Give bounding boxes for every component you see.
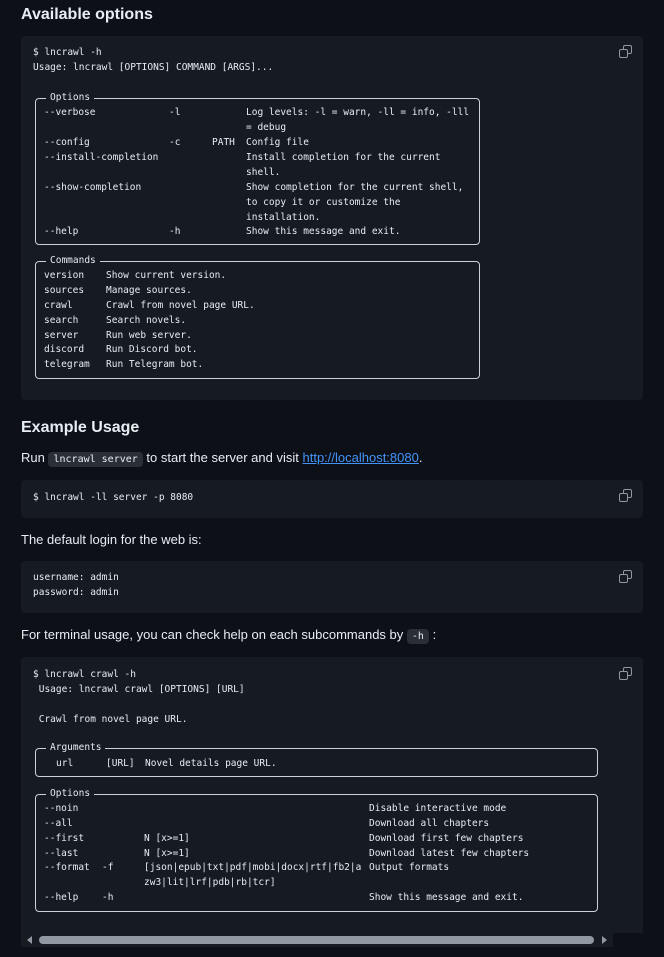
option-flag: --help [44, 226, 79, 237]
option-flag: --all [44, 818, 73, 829]
server-command-line: $ lncrawl -ll server -p 8080 [33, 492, 194, 503]
option-flag: --noin [44, 803, 79, 814]
crawl-description-line: Crawl from novel page URL. [33, 714, 188, 725]
option-short: -l [169, 107, 181, 118]
command-desc: Run Discord bot. [106, 344, 198, 355]
argument-name: url [56, 758, 74, 769]
section-heading-available-options: Available options [21, 6, 153, 23]
scrollbar-thumb[interactable] [39, 936, 594, 944]
option-desc: Install completion for the current shell. [246, 152, 441, 178]
command-desc: Crawl from novel page URL. [106, 300, 255, 311]
option-short: -c [169, 137, 181, 148]
inline-code: lncrawl server [48, 452, 142, 467]
terminal-paragraph [21, 626, 436, 646]
login-username-line: username: admin [33, 572, 119, 583]
chevron-left-icon[interactable] [27, 936, 32, 944]
command-desc: Run Telegram bot. [106, 359, 204, 370]
command-name: crawl [44, 300, 73, 311]
option-desc: Log levels: -l = warn, -ll = info, -lll = debug [246, 107, 470, 133]
option-flag: --first [44, 833, 85, 844]
option-short: -f [102, 862, 114, 873]
command-desc: Show current version. [106, 270, 227, 281]
option-flag: --verbose [44, 107, 96, 118]
localhost-link[interactable]: http://localhost:8080 [302, 450, 419, 465]
help-usage-line: Usage: lncrawl [OPTIONS] COMMAND [ARGS]... [33, 62, 274, 73]
option-desc: Download latest few chapters [369, 848, 530, 859]
option-flag: --show-completion [44, 182, 142, 193]
command-name: search [44, 315, 79, 326]
option-desc: Show this message and exit. [369, 892, 524, 903]
run-text: to start the server and visit [146, 450, 299, 465]
options-box [35, 92, 480, 245]
terminal-text-end: : [432, 627, 437, 642]
option-type: N [x>=1] [144, 833, 190, 844]
option-desc: Download first few chapters [369, 833, 524, 844]
chevron-right-icon[interactable] [602, 936, 607, 944]
login-paragraph: The default login for the web is: [21, 532, 202, 547]
server-code-block [21, 480, 643, 518]
copy-icon[interactable] [619, 489, 633, 503]
crawl-options-box-title: Options [46, 787, 94, 801]
option-desc: Output formats [369, 862, 450, 873]
option-desc: Disable interactive mode [369, 803, 507, 814]
crawl-command-line: $ lncrawl crawl -h [33, 669, 136, 680]
command-desc: Manage sources. [106, 285, 192, 296]
option-desc: Show this message and exit. [246, 226, 401, 237]
run-text-end: . [418, 450, 423, 465]
option-short: -h [169, 226, 181, 237]
help-command-line: $ lncrawl -h [33, 47, 102, 58]
commands-box [35, 255, 480, 379]
option-flag: --format [44, 862, 90, 873]
crawl-code-block [21, 657, 643, 933]
option-desc: Show completion for the current shell, to copy it or customize the installation. [246, 182, 464, 223]
login-password-line: password: admin [33, 587, 119, 598]
command-name: discord [44, 344, 85, 355]
command-name: sources [44, 285, 85, 296]
copy-icon[interactable] [619, 667, 633, 681]
command-name: telegram [44, 359, 90, 370]
option-metavar: PATH [212, 137, 235, 148]
option-type: [json|epub|txt|pdf|mobi|docx|rtf|fb2|a zw3|lit|lrf|pdb|rb|tcr] [144, 862, 362, 888]
crawl-usage-line: Usage: lncrawl crawl [OPTIONS] [URL] [33, 684, 245, 695]
option-short: -h [102, 892, 114, 903]
options-box-title: Options [46, 91, 94, 105]
help-code-block [21, 36, 643, 400]
arguments-box-title: Arguments [46, 741, 105, 755]
run-text: Run [21, 450, 45, 465]
run-paragraph [21, 449, 422, 469]
option-desc: Config file [246, 137, 309, 148]
command-name: server [44, 330, 79, 341]
crawl-options-box [35, 788, 598, 912]
section-heading-example-usage: Example Usage [21, 419, 140, 436]
argument-type: [URL] [106, 758, 135, 769]
option-desc: Download all chapters [369, 818, 490, 829]
arguments-box [35, 742, 598, 777]
option-flag: --config [44, 137, 90, 148]
option-flag: --last [44, 848, 79, 859]
option-type: N [x>=1] [144, 848, 190, 859]
login-code-block [21, 561, 643, 613]
argument-desc: Novel details page URL. [145, 758, 277, 769]
copy-icon[interactable] [619, 45, 633, 59]
command-desc: Run web server. [106, 330, 192, 341]
copy-icon[interactable] [619, 570, 633, 584]
inline-code: -h [407, 629, 429, 644]
option-flag: --help [44, 892, 79, 903]
command-name: version [44, 270, 85, 281]
commands-box-title: Commands [46, 254, 100, 268]
terminal-text: For terminal usage, you can check help on each subcommands by [21, 627, 404, 642]
option-flag: --install-completion [44, 152, 159, 163]
command-desc: Search novels. [106, 315, 187, 326]
horizontal-scrollbar[interactable] [21, 933, 613, 947]
